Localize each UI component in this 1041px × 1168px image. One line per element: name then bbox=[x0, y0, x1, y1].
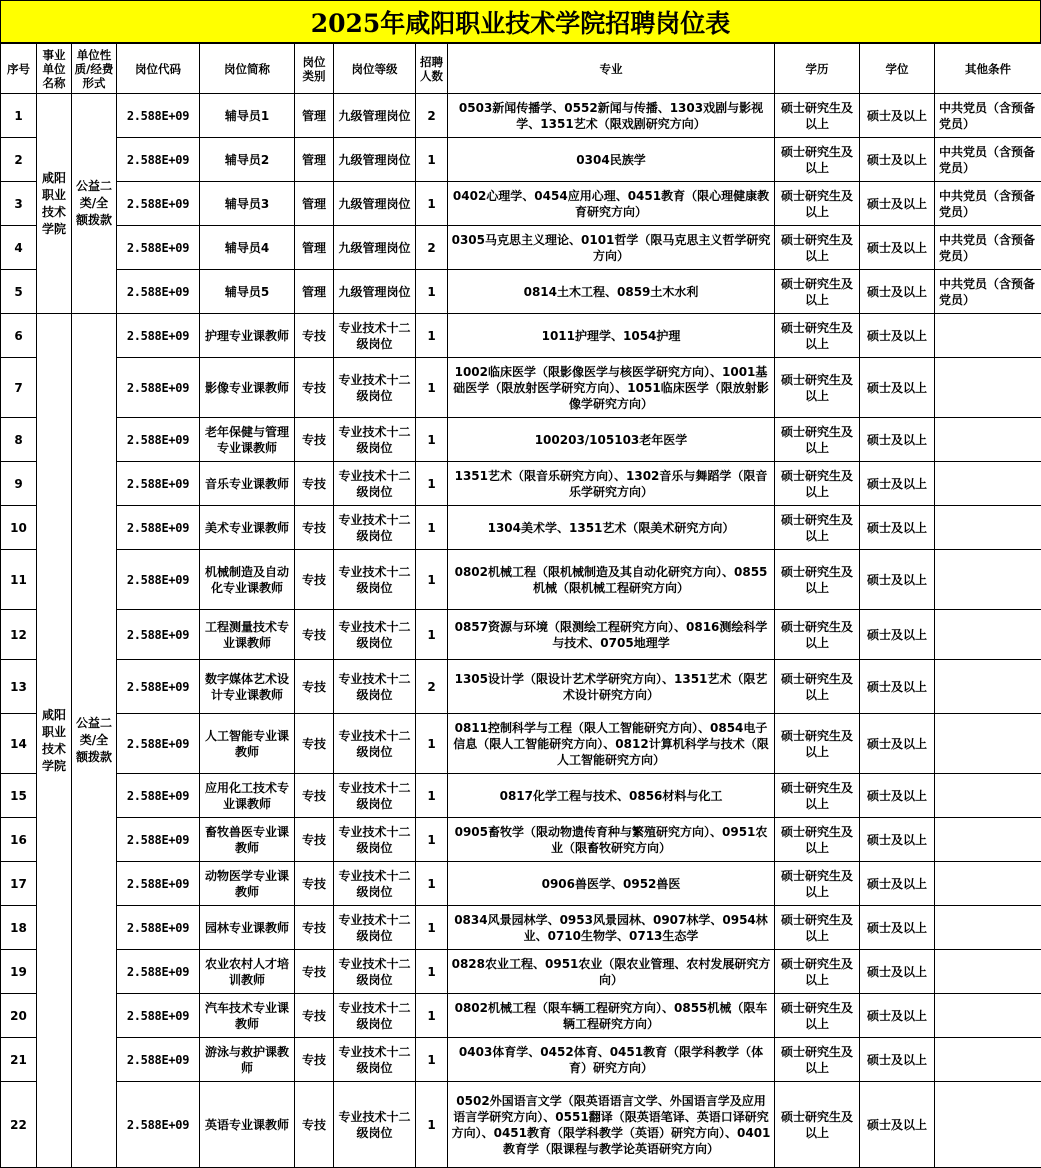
cell-other: 中共党员（含预备党员） bbox=[935, 226, 1041, 270]
cell-level: 专业技术十二级岗位 bbox=[334, 550, 416, 610]
cell-level: 专业技术十二级岗位 bbox=[334, 950, 416, 994]
cell-other bbox=[935, 462, 1041, 506]
cell-name: 老年保健与管理专业课教师 bbox=[200, 418, 295, 462]
cell-other bbox=[935, 994, 1041, 1038]
cell-name: 园林专业课教师 bbox=[200, 906, 295, 950]
cell-code: 2.588E+09 bbox=[117, 462, 200, 506]
table-row bbox=[1, 226, 1041, 270]
cell-degree: 硕士及以上 bbox=[860, 660, 935, 714]
cell-name: 机械制造及自动化专业课教师 bbox=[200, 550, 295, 610]
cell-major: 0305马克思主义理论、0101哲学（限马克思主义哲学研究方向） bbox=[448, 226, 775, 270]
cell-education: 硕士研究生及以上 bbox=[775, 774, 860, 818]
cell-code: 2.588E+09 bbox=[117, 550, 200, 610]
cell-degree: 硕士及以上 bbox=[860, 994, 935, 1038]
cell-other bbox=[935, 714, 1041, 774]
cell-category: 专技 bbox=[295, 1082, 334, 1168]
cell-degree: 硕士及以上 bbox=[860, 818, 935, 862]
cell-seq: 15 bbox=[1, 774, 37, 818]
cell-seq: 12 bbox=[1, 610, 37, 660]
cell-major: 0503新闻传播学、0552新闻与传播、1303戏剧与影视学、1351艺术（限戏剧研究方向） bbox=[448, 94, 775, 138]
cell-level: 九级管理岗位 bbox=[334, 94, 416, 138]
cell-degree: 硕士及以上 bbox=[860, 138, 935, 182]
cell-other: 中共党员（含预备党员） bbox=[935, 138, 1041, 182]
cell-degree: 硕士及以上 bbox=[860, 314, 935, 358]
cell-major: 1305设计学（限设计艺术学研究方向）、1351艺术（限艺术设计研究方向） bbox=[448, 660, 775, 714]
cell-code: 2.588E+09 bbox=[117, 610, 200, 660]
cell-level: 专业技术十二级岗位 bbox=[334, 1038, 416, 1082]
cell-level: 专业技术十二级岗位 bbox=[334, 314, 416, 358]
cell-seq: 3 bbox=[1, 182, 37, 226]
cell-category: 管理 bbox=[295, 270, 334, 314]
table-row bbox=[1, 550, 1041, 610]
cell-other bbox=[935, 862, 1041, 906]
cell-count: 1 bbox=[416, 314, 448, 358]
cell-code: 2.588E+09 bbox=[117, 774, 200, 818]
cell-count: 2 bbox=[416, 660, 448, 714]
cell-count: 1 bbox=[416, 182, 448, 226]
table-row bbox=[1, 994, 1041, 1038]
cell-category: 专技 bbox=[295, 314, 334, 358]
cell-name: 辅导员2 bbox=[200, 138, 295, 182]
cell-level: 专业技术十二级岗位 bbox=[334, 506, 416, 550]
table-row bbox=[1, 714, 1041, 774]
cell-major: 0857资源与环境（限测绘工程研究方向）、0816测绘科学与技术、0705地理学 bbox=[448, 610, 775, 660]
cell-code: 2.588E+09 bbox=[117, 270, 200, 314]
cell-seq: 7 bbox=[1, 358, 37, 418]
cell-level: 专业技术十二级岗位 bbox=[334, 818, 416, 862]
cell-code: 2.588E+09 bbox=[117, 906, 200, 950]
cell-major: 0817化学工程与技术、0856材料与化工 bbox=[448, 774, 775, 818]
cell-code: 2.588E+09 bbox=[117, 138, 200, 182]
table-row bbox=[1, 94, 1041, 138]
cell-name: 影像专业课教师 bbox=[200, 358, 295, 418]
cell-major: 0304民族学 bbox=[448, 138, 775, 182]
cell-count: 1 bbox=[416, 774, 448, 818]
page-title: 2025年咸阳职业技术学院招聘岗位表 bbox=[0, 0, 1041, 43]
cell-category: 专技 bbox=[295, 550, 334, 610]
table-row bbox=[1, 818, 1041, 862]
header-name: 岗位简称 bbox=[200, 44, 295, 94]
cell-degree: 硕士及以上 bbox=[860, 714, 935, 774]
header-unit-nature: 单位性质/经费形式 bbox=[72, 44, 117, 94]
cell-other bbox=[935, 950, 1041, 994]
cell-major: 100203/105103老年医学 bbox=[448, 418, 775, 462]
cell-code: 2.588E+09 bbox=[117, 94, 200, 138]
cell-level: 专业技术十二级岗位 bbox=[334, 462, 416, 506]
cell-level: 专业技术十二级岗位 bbox=[334, 906, 416, 950]
cell-seq: 22 bbox=[1, 1082, 37, 1168]
cell-category: 专技 bbox=[295, 660, 334, 714]
header-category: 岗位类别 bbox=[295, 44, 334, 94]
cell-category: 专技 bbox=[295, 862, 334, 906]
cell-education: 硕士研究生及以上 bbox=[775, 862, 860, 906]
cell-seq: 6 bbox=[1, 314, 37, 358]
cell-level: 专业技术十二级岗位 bbox=[334, 862, 416, 906]
cell-other: 中共党员（含预备党员） bbox=[935, 182, 1041, 226]
header-seq: 序号 bbox=[1, 44, 37, 94]
cell-code: 2.588E+09 bbox=[117, 358, 200, 418]
table-row bbox=[1, 774, 1041, 818]
cell-name: 英语专业课教师 bbox=[200, 1082, 295, 1168]
cell-category: 专技 bbox=[295, 418, 334, 462]
cell-category: 专技 bbox=[295, 994, 334, 1038]
cell-name: 数字媒体艺术设计专业课教师 bbox=[200, 660, 295, 714]
cell-name: 人工智能专业课教师 bbox=[200, 714, 295, 774]
cell-degree: 硕士及以上 bbox=[860, 418, 935, 462]
cell-education: 硕士研究生及以上 bbox=[775, 818, 860, 862]
cell-category: 管理 bbox=[295, 182, 334, 226]
cell-code: 2.588E+09 bbox=[117, 182, 200, 226]
cell-count: 1 bbox=[416, 506, 448, 550]
cell-degree: 硕士及以上 bbox=[860, 358, 935, 418]
cell-other bbox=[935, 610, 1041, 660]
cell-other: 中共党员（含预备党员） bbox=[935, 94, 1041, 138]
cell-degree: 硕士及以上 bbox=[860, 906, 935, 950]
table-row bbox=[1, 314, 1041, 358]
cell-seq: 21 bbox=[1, 1038, 37, 1082]
cell-category: 专技 bbox=[295, 714, 334, 774]
cell-count: 1 bbox=[416, 138, 448, 182]
cell-level: 专业技术十二级岗位 bbox=[334, 994, 416, 1038]
table-row bbox=[1, 182, 1041, 226]
cell-seq: 5 bbox=[1, 270, 37, 314]
cell-major: 1304美术学、1351艺术（限美术研究方向） bbox=[448, 506, 775, 550]
cell-name: 美术专业课教师 bbox=[200, 506, 295, 550]
cell-code: 2.588E+09 bbox=[117, 994, 200, 1038]
cell-category: 专技 bbox=[295, 774, 334, 818]
cell-major: 0834风景园林学、0953风景园林、0907林学、0954林业、0710生物学、0713生态学 bbox=[448, 906, 775, 950]
cell-name: 辅导员5 bbox=[200, 270, 295, 314]
cell-degree: 硕士及以上 bbox=[860, 270, 935, 314]
cell-unit-name: 咸阳职业技术学院 bbox=[37, 314, 72, 1168]
cell-unit-nature: 公益二类/全额拨款 bbox=[72, 94, 117, 314]
table-row bbox=[1, 1082, 1041, 1168]
cell-count: 1 bbox=[416, 714, 448, 774]
cell-degree: 硕士及以上 bbox=[860, 182, 935, 226]
cell-code: 2.588E+09 bbox=[117, 950, 200, 994]
cell-seq: 14 bbox=[1, 714, 37, 774]
cell-code: 2.588E+09 bbox=[117, 714, 200, 774]
cell-education: 硕士研究生及以上 bbox=[775, 270, 860, 314]
cell-other bbox=[935, 418, 1041, 462]
table-row bbox=[1, 418, 1041, 462]
header-code: 岗位代码 bbox=[117, 44, 200, 94]
cell-level: 九级管理岗位 bbox=[334, 270, 416, 314]
cell-other bbox=[935, 660, 1041, 714]
cell-level: 九级管理岗位 bbox=[334, 182, 416, 226]
cell-level: 专业技术十二级岗位 bbox=[334, 418, 416, 462]
table-row bbox=[1, 610, 1041, 660]
cell-major: 0502外国语言文学（限英语语言文学、外国语言学及应用语言学研究方向）、0551翻译（限英语笔译、英语口译研究方向）、0451教育（限学科教学（英语）研究方向）、0401教育学（限课程与教学论英语研究方向） bbox=[448, 1082, 775, 1168]
cell-unit-name: 咸阳职业技术学院 bbox=[37, 94, 72, 314]
cell-education: 硕士研究生及以上 bbox=[775, 462, 860, 506]
cell-level: 专业技术十二级岗位 bbox=[334, 660, 416, 714]
cell-name: 音乐专业课教师 bbox=[200, 462, 295, 506]
cell-education: 硕士研究生及以上 bbox=[775, 550, 860, 610]
cell-other bbox=[935, 1038, 1041, 1082]
header-row bbox=[1, 44, 1041, 94]
cell-major: 0802机械工程（限车辆工程研究方向）、0855机械（限车辆工程研究方向） bbox=[448, 994, 775, 1038]
header-level: 岗位等级 bbox=[334, 44, 416, 94]
cell-count: 1 bbox=[416, 358, 448, 418]
table-row bbox=[1, 270, 1041, 314]
cell-code: 2.588E+09 bbox=[117, 1082, 200, 1168]
cell-count: 1 bbox=[416, 462, 448, 506]
cell-major: 1351艺术（限音乐研究方向）、1302音乐与舞蹈学（限音乐学研究方向） bbox=[448, 462, 775, 506]
cell-name: 护理专业课教师 bbox=[200, 314, 295, 358]
header-other: 其他条件 bbox=[935, 44, 1041, 94]
cell-degree: 硕士及以上 bbox=[860, 950, 935, 994]
cell-other bbox=[935, 358, 1041, 418]
cell-code: 2.588E+09 bbox=[117, 226, 200, 270]
cell-category: 管理 bbox=[295, 226, 334, 270]
cell-education: 硕士研究生及以上 bbox=[775, 314, 860, 358]
cell-name: 辅导员3 bbox=[200, 182, 295, 226]
cell-degree: 硕士及以上 bbox=[860, 94, 935, 138]
cell-count: 2 bbox=[416, 94, 448, 138]
cell-degree: 硕士及以上 bbox=[860, 462, 935, 506]
cell-category: 专技 bbox=[295, 1038, 334, 1082]
cell-education: 硕士研究生及以上 bbox=[775, 182, 860, 226]
cell-code: 2.588E+09 bbox=[117, 660, 200, 714]
cell-seq: 18 bbox=[1, 906, 37, 950]
cell-other: 中共党员（含预备党员） bbox=[935, 270, 1041, 314]
cell-seq: 9 bbox=[1, 462, 37, 506]
cell-name: 汽车技术专业课教师 bbox=[200, 994, 295, 1038]
cell-level: 九级管理岗位 bbox=[334, 138, 416, 182]
cell-count: 1 bbox=[416, 862, 448, 906]
cell-degree: 硕士及以上 bbox=[860, 226, 935, 270]
cell-code: 2.588E+09 bbox=[117, 862, 200, 906]
cell-code: 2.588E+09 bbox=[117, 818, 200, 862]
cell-seq: 17 bbox=[1, 862, 37, 906]
cell-major: 0403体育学、0452体育、0451教育（限学科教学（体育）研究方向） bbox=[448, 1038, 775, 1082]
cell-count: 1 bbox=[416, 994, 448, 1038]
cell-category: 管理 bbox=[295, 138, 334, 182]
table-row bbox=[1, 1038, 1041, 1082]
cell-seq: 19 bbox=[1, 950, 37, 994]
cell-other bbox=[935, 550, 1041, 610]
table-row bbox=[1, 950, 1041, 994]
cell-education: 硕士研究生及以上 bbox=[775, 660, 860, 714]
cell-major: 0814土木工程、0859土木水利 bbox=[448, 270, 775, 314]
cell-count: 1 bbox=[416, 950, 448, 994]
cell-other bbox=[935, 818, 1041, 862]
cell-seq: 1 bbox=[1, 94, 37, 138]
cell-name: 辅导员1 bbox=[200, 94, 295, 138]
header-unit-name: 事业单位名称 bbox=[37, 44, 72, 94]
cell-seq: 4 bbox=[1, 226, 37, 270]
cell-count: 1 bbox=[416, 1038, 448, 1082]
cell-major: 0402心理学、0454应用心理、0451教育（限心理健康教育研究方向） bbox=[448, 182, 775, 226]
cell-major: 1011护理学、1054护理 bbox=[448, 314, 775, 358]
cell-education: 硕士研究生及以上 bbox=[775, 994, 860, 1038]
cell-degree: 硕士及以上 bbox=[860, 506, 935, 550]
table-row bbox=[1, 358, 1041, 418]
cell-major: 1002临床医学（限影像医学与核医学研究方向）、1001基础医学（限放射医学研究方向）、1051临床医学（限放射影像学研究方向） bbox=[448, 358, 775, 418]
cell-education: 硕士研究生及以上 bbox=[775, 906, 860, 950]
cell-count: 1 bbox=[416, 818, 448, 862]
cell-degree: 硕士及以上 bbox=[860, 1038, 935, 1082]
cell-category: 专技 bbox=[295, 506, 334, 550]
cell-count: 1 bbox=[416, 418, 448, 462]
cell-category: 专技 bbox=[295, 818, 334, 862]
cell-level: 专业技术十二级岗位 bbox=[334, 774, 416, 818]
cell-category: 管理 bbox=[295, 94, 334, 138]
table-row bbox=[1, 660, 1041, 714]
cell-degree: 硕士及以上 bbox=[860, 610, 935, 660]
table-row bbox=[1, 462, 1041, 506]
cell-education: 硕士研究生及以上 bbox=[775, 138, 860, 182]
cell-seq: 20 bbox=[1, 994, 37, 1038]
header-major: 专业 bbox=[448, 44, 775, 94]
header-count: 招聘人数 bbox=[416, 44, 448, 94]
cell-name: 农业农村人才培训教师 bbox=[200, 950, 295, 994]
cell-major: 0905畜牧学（限动物遗传育种与繁殖研究方向）、0951农业（限畜牧研究方向） bbox=[448, 818, 775, 862]
cell-education: 硕士研究生及以上 bbox=[775, 950, 860, 994]
cell-name: 应用化工技术专业课教师 bbox=[200, 774, 295, 818]
cell-degree: 硕士及以上 bbox=[860, 550, 935, 610]
cell-seq: 10 bbox=[1, 506, 37, 550]
cell-education: 硕士研究生及以上 bbox=[775, 714, 860, 774]
cell-category: 专技 bbox=[295, 610, 334, 660]
cell-education: 硕士研究生及以上 bbox=[775, 506, 860, 550]
cell-education: 硕士研究生及以上 bbox=[775, 226, 860, 270]
cell-education: 硕士研究生及以上 bbox=[775, 1082, 860, 1168]
table-row bbox=[1, 906, 1041, 950]
cell-level: 九级管理岗位 bbox=[334, 226, 416, 270]
cell-seq: 13 bbox=[1, 660, 37, 714]
cell-category: 专技 bbox=[295, 358, 334, 418]
cell-name: 动物医学专业课教师 bbox=[200, 862, 295, 906]
cell-category: 专技 bbox=[295, 462, 334, 506]
cell-seq: 16 bbox=[1, 818, 37, 862]
recruitment-table bbox=[0, 43, 1041, 1168]
cell-major: 0906兽医学、0952兽医 bbox=[448, 862, 775, 906]
cell-category: 专技 bbox=[295, 906, 334, 950]
table-row bbox=[1, 862, 1041, 906]
cell-degree: 硕士及以上 bbox=[860, 862, 935, 906]
cell-major: 0828农业工程、0951农业（限农业管理、农村发展研究方向） bbox=[448, 950, 775, 994]
cell-other bbox=[935, 1082, 1041, 1168]
cell-count: 1 bbox=[416, 906, 448, 950]
cell-unit-nature: 公益二类/全额拨款 bbox=[72, 314, 117, 1168]
cell-major: 0802机械工程（限机械制造及其自动化研究方向）、0855机械（限机械工程研究方向） bbox=[448, 550, 775, 610]
cell-level: 专业技术十二级岗位 bbox=[334, 1082, 416, 1168]
cell-education: 硕士研究生及以上 bbox=[775, 418, 860, 462]
cell-category: 专技 bbox=[295, 950, 334, 994]
table-row bbox=[1, 138, 1041, 182]
cell-other bbox=[935, 314, 1041, 358]
cell-count: 1 bbox=[416, 1082, 448, 1168]
cell-name: 辅导员4 bbox=[200, 226, 295, 270]
cell-education: 硕士研究生及以上 bbox=[775, 610, 860, 660]
cell-code: 2.588E+09 bbox=[117, 1038, 200, 1082]
cell-other bbox=[935, 906, 1041, 950]
cell-degree: 硕士及以上 bbox=[860, 774, 935, 818]
cell-education: 硕士研究生及以上 bbox=[775, 358, 860, 418]
table-row bbox=[1, 506, 1041, 550]
header-degree: 学位 bbox=[860, 44, 935, 94]
cell-count: 2 bbox=[416, 226, 448, 270]
cell-other bbox=[935, 774, 1041, 818]
cell-degree: 硕士及以上 bbox=[860, 1082, 935, 1168]
cell-count: 1 bbox=[416, 550, 448, 610]
cell-name: 游泳与救护课教师 bbox=[200, 1038, 295, 1082]
cell-name: 工程测量技术专业课教师 bbox=[200, 610, 295, 660]
cell-major: 0811控制科学与工程（限人工智能研究方向）、0854电子信息（限人工智能研究方向）、0812计算机科学与技术（限人工智能研究方向） bbox=[448, 714, 775, 774]
cell-name: 畜牧兽医专业课教师 bbox=[200, 818, 295, 862]
cell-level: 专业技术十二级岗位 bbox=[334, 358, 416, 418]
cell-seq: 8 bbox=[1, 418, 37, 462]
cell-code: 2.588E+09 bbox=[117, 506, 200, 550]
header-education: 学历 bbox=[775, 44, 860, 94]
cell-education: 硕士研究生及以上 bbox=[775, 94, 860, 138]
cell-other bbox=[935, 506, 1041, 550]
cell-seq: 2 bbox=[1, 138, 37, 182]
cell-education: 硕士研究生及以上 bbox=[775, 1038, 860, 1082]
cell-seq: 11 bbox=[1, 550, 37, 610]
cell-count: 1 bbox=[416, 610, 448, 660]
cell-level: 专业技术十二级岗位 bbox=[334, 610, 416, 660]
cell-level: 专业技术十二级岗位 bbox=[334, 714, 416, 774]
cell-code: 2.588E+09 bbox=[117, 418, 200, 462]
cell-code: 2.588E+09 bbox=[117, 314, 200, 358]
cell-count: 1 bbox=[416, 270, 448, 314]
